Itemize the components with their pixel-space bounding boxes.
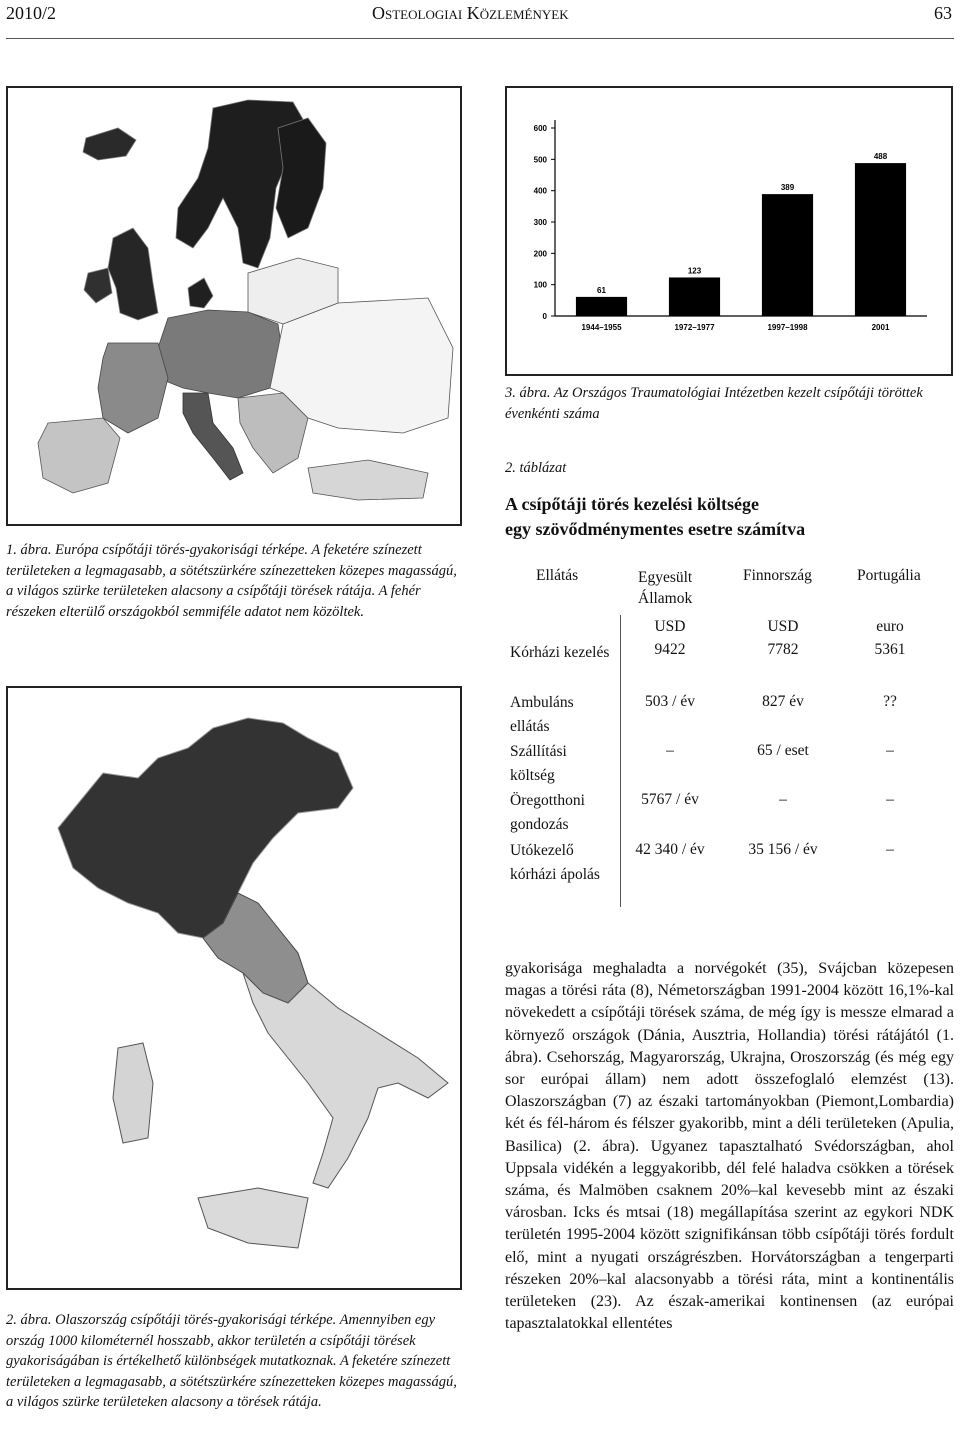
cell-szallitasi-portugal: – xyxy=(886,742,894,759)
bar-value-label: 389 xyxy=(780,183,795,193)
page-number: 63 xyxy=(934,3,952,23)
row-label-oregotthoni: Öregotthoni gondozás xyxy=(510,792,585,833)
cell-ambulans-portugal: ?? xyxy=(883,693,897,710)
journal-title: Osteologiai Közlemények xyxy=(372,3,569,23)
row-label-utokezelo: Utókezelő kórházi ápolás xyxy=(510,842,600,883)
table2-title xyxy=(505,492,953,542)
cell-oregotthoni-finland: – xyxy=(779,791,787,808)
bar-value-label: 61 xyxy=(597,285,606,295)
bar xyxy=(855,163,906,316)
y-tick-label: 500 xyxy=(533,155,547,165)
figure2-caption-text: Olaszország csípőtáji törés-gyakorisági térképe. Amennyiben egy ország 1000 kilométernél hosszabb, akkor területén a csípőtáji törések gyakoriságában is értékelhető különbségek mutatkoznak. A feketére színezett területeken a legmagasabb, a sötétszürkére színezetteken közepes magasságú, a világos szürke területeken alacsony a törések rátája. xyxy=(6,1312,457,1410)
cell-korhazi-finland: 7782 xyxy=(767,641,799,658)
europe-map-image xyxy=(8,88,460,524)
col-header-ellatas: Ellátás xyxy=(536,567,579,584)
col-header-finland: Finnország xyxy=(743,567,812,584)
cell-szallitasi-finland: 65 / eset xyxy=(757,742,809,759)
bar xyxy=(669,277,720,316)
cell-ambulans-usa: 503 / év xyxy=(645,693,695,710)
x-tick-label: 2001 xyxy=(871,323,890,332)
hip-fracture-bar-chart xyxy=(507,88,951,374)
bar-value-label: 488 xyxy=(873,152,888,162)
cell-szallitasi-usa: – xyxy=(666,742,674,759)
issue-number: 2010/2 xyxy=(6,3,57,23)
x-tick-label: 1972–1977 xyxy=(674,323,715,332)
row-label-ambulans: Ambuláns ellátás xyxy=(510,694,574,735)
figure1-caption-label: 1. ábra. xyxy=(6,542,52,558)
figure2-caption xyxy=(6,1310,462,1413)
unit-finland: USD xyxy=(767,618,799,635)
bar-chart-figure xyxy=(505,86,953,376)
cost-table xyxy=(510,563,955,908)
unit-usa: USD xyxy=(654,618,686,635)
bar xyxy=(762,194,813,316)
y-tick-label: 600 xyxy=(533,124,547,133)
x-tick-label: 1997–1998 xyxy=(767,323,808,332)
page-header xyxy=(0,0,960,30)
unit-portugal: euro xyxy=(876,618,904,635)
y-tick-label: 300 xyxy=(533,218,547,227)
table2-title-line1: A csípőtáji törés kezelési költsége xyxy=(505,494,759,514)
cell-utokezelo-usa: 42 340 / év xyxy=(635,841,705,858)
figure1-caption xyxy=(6,540,462,622)
body-paragraph: gyakorisága meghaladta a norvégokét (35), Svájcban közepesen magas a törési ráta (8), Németországban 1991-2004 között 16,1%-kal növekedett a csípőtáji törések száma, de még így is messze elmarad a környező országok (Dánia, Ausztria, Hollandia) törési rátájától (1. ábra). Csehország, Magyarország, Ukrajna, Oroszország (és még egy sor európai állam) nem adott összefoglaló elemzést (13). Olaszországban (7) az északi tartományokban (Piemont,Lombardia) két és fél-három és félszer gyakoribb, mint a déli területeken (Apulia, Basilica) (2. ábra). Ugyanez tapasztalható Svédországban, ahol Uppsala vidékén a leggyakoribb, dél felé haladva csökken a törések száma, és Malmöben csaknem 20%–kal kevesebb mint az északi városban. Icks és mtsai (18) megállapítása szerint az egykori NDK területén 1995-2004 között szignifikánsan több csípőtáji törés fordult elő, mint a nyugati országrészben. Horvátországban a tengerparti részeken 20%–kal alacsonyabb a törési ráta, mint a kontinentális területeken (23). Az észak-amerikai kontinensen (az európai tapasztalatokkal ellentétes xyxy=(505,960,954,1333)
y-tick-label: 100 xyxy=(533,280,547,290)
y-tick-label: 400 xyxy=(533,186,547,196)
cell-korhazi-usa: 9422 xyxy=(654,641,686,658)
bar-value-label: 123 xyxy=(687,266,702,276)
table2-title-line2: egy szövődménymentes esetre számítva xyxy=(505,519,806,539)
cell-utokezelo-finland: 35 156 / év xyxy=(748,841,818,858)
table2-label: 2. táblázat xyxy=(505,460,567,476)
y-tick-label: 0 xyxy=(542,312,547,321)
cell-oregotthoni-portugal: – xyxy=(886,791,894,808)
col-header-portugal: Portugália xyxy=(857,567,921,584)
y-tick-label: 200 xyxy=(533,249,547,259)
cell-utokezelo-portugal: – xyxy=(886,841,894,858)
header-rule xyxy=(6,38,954,39)
figure2-caption-label: 2. ábra. xyxy=(6,1312,52,1328)
italy-map-image xyxy=(8,688,460,1288)
italy-map-figure xyxy=(6,686,462,1290)
row-label-korhazi: Kórházi kezelés xyxy=(510,644,610,661)
bar xyxy=(576,297,627,316)
cell-ambulans-finland: 827 év xyxy=(762,693,804,710)
europe-map-figure xyxy=(6,86,462,526)
figure3-caption: 3. ábra. Az Országos Traumatológiai Intézetben kezelt csípőtáji töröttek évenkénti száma xyxy=(505,385,923,422)
cell-korhazi-portugal: 5361 xyxy=(874,641,906,658)
col-header-usa: Egyesült Államok xyxy=(638,569,693,607)
row-label-szallitasi: Szállítási költség xyxy=(510,743,567,784)
x-tick-label: 1944–1955 xyxy=(581,323,622,332)
figure1-caption-text: Európa csípőtáji törés-gyakorisági térképe. A feketére színezett területeken a legmagasabb, a sötétszürkére színezetteken közepes magasságú, a világos szürke területeken alacsony a csípőtáji törések rátája. A fehér részeken elterülő országokból semmiféle adatot nem közöltek. xyxy=(6,542,457,620)
cell-oregotthoni-usa: 5767 / év xyxy=(641,791,699,808)
